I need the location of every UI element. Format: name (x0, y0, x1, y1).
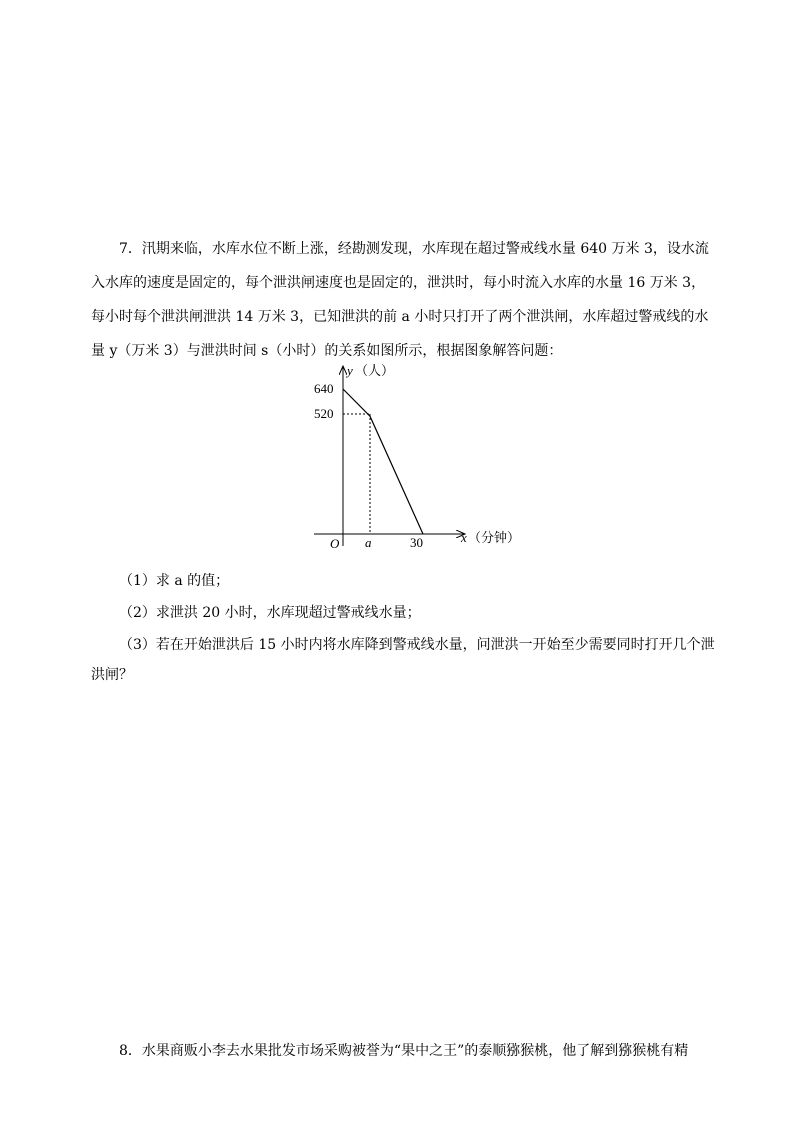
series-line (343, 389, 423, 534)
function-graph (300, 360, 520, 550)
problem-7 (91, 232, 709, 368)
problem-7-line-1: 7．汛期来临，水库水位不断上涨，经勘测发现，水库现在超过警戒线水量 640 万米 3，设水流 (119, 241, 709, 257)
x-axis-unit: （分钟） (468, 530, 520, 545)
y-tick-520: 520 (314, 406, 334, 421)
x-tick-a: a (365, 535, 372, 550)
problem-8-line-1: 8．水果商贩小李去水果批发市场采购被誉为“果中之王”的泰顺猕猴桃，他了解到猕猴桃有精 (119, 1043, 689, 1059)
question-1: （1）求 a 的值； (119, 573, 230, 589)
y-tick-640: 640 (314, 381, 334, 396)
y-axis-unit: （人） (355, 363, 395, 378)
question-3-line-1: （3）若在开始泄洪后 15 小时内将水库降到警戒线水量，问泄洪一开始至少需要同时打开几个泄 (119, 637, 715, 653)
question-3-line-2: 洪闸？ (91, 667, 133, 683)
problem-7-line-2: 入水库的速度是固定的，每个泄洪闸速度也是固定的，泄洪时，每小时流入水库的水量 16 万米 3， (91, 275, 706, 291)
x-axis-variable: x (461, 530, 467, 545)
x-tick-30: 30 (410, 535, 423, 550)
origin-label: O (330, 536, 340, 550)
y-axis-variable: y (347, 363, 353, 378)
question-2: （2）求泄洪 20 小时，水库现超过警戒线水量； (119, 605, 421, 621)
problem-7-line-4: 量 y（万米 3）与泄洪时间 s（小时）的关系如图所示，根据图象解答问题： (91, 343, 563, 359)
problem-7-line-3: 每小时每个泄洪闸泄洪 14 万米 3，已知泄洪的前 a 小时只打开了两个泄洪闸，水库超过警戒线的水 (91, 309, 709, 325)
